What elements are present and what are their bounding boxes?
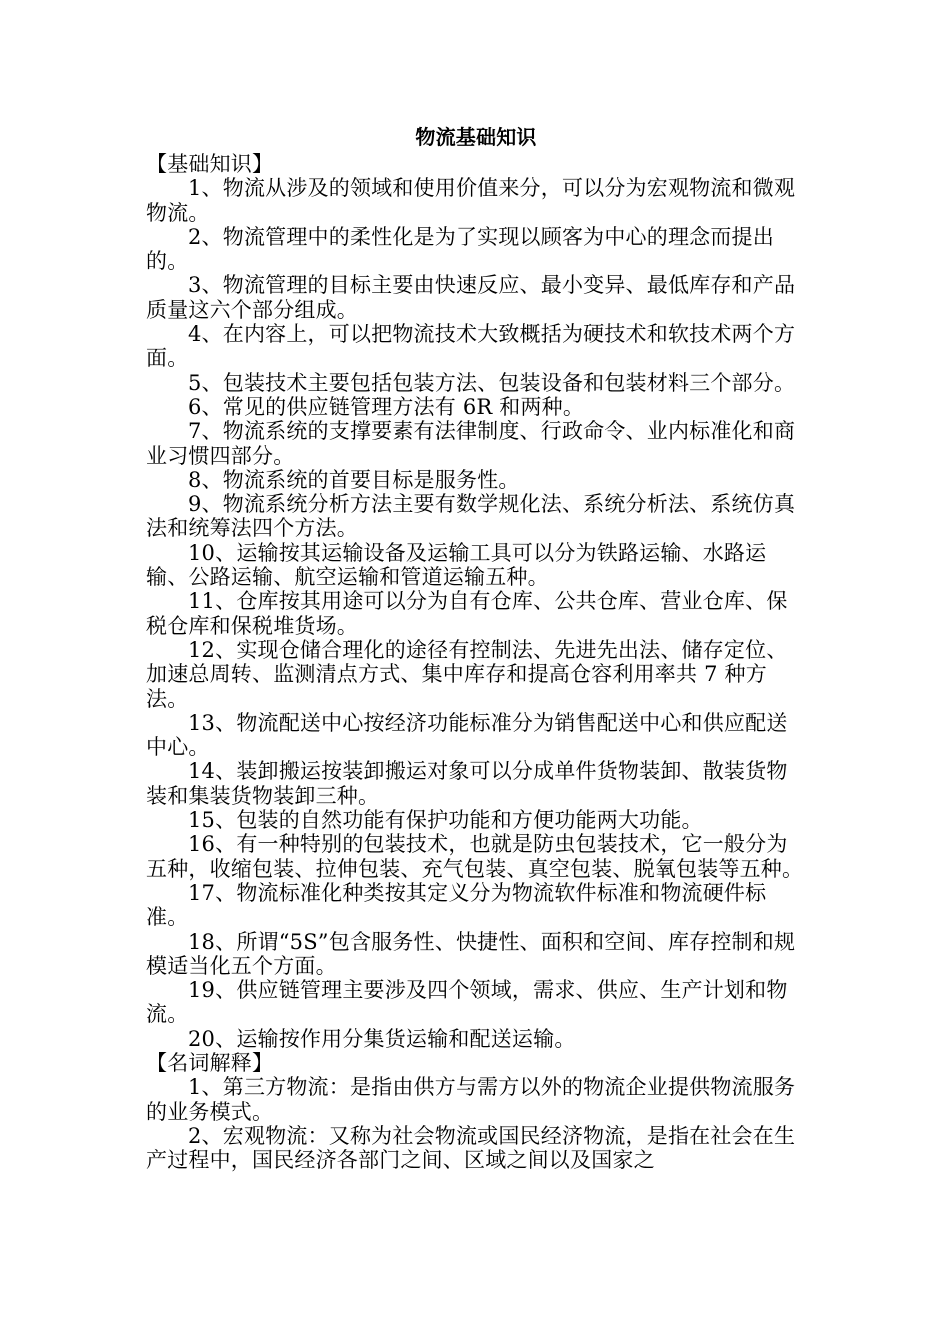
document-title: 物流基础知识 [415, 125, 537, 149]
paragraph-item: 6、常见的供应链管理方法有 6R 和两种。 [188, 394, 585, 419]
paragraph-item: 1、物流从涉及的领域和使用价值来分，可以分为宏观物流和微观物流。 [146, 176, 796, 225]
section-heading-terms: 【名词解释】 [146, 1050, 274, 1075]
paragraph-item: 19、供应链管理主要涉及四个领域，需求、供应、生产计划和物流。 [146, 978, 788, 1027]
paragraph-item: 9、物流系统分析方法主要有数学规化法、系统分析法、系统仿真法和统筹法四个方法。 [146, 492, 796, 541]
paragraph-item: 20、运输按作用分集货运输和配送运输。 [188, 1026, 576, 1051]
section-heading-basics: 【基础知识】 [146, 152, 274, 176]
paragraph-item: 12、实现仓储合理化的途径有控制法、先进先出法、储存定位、加速总周转、监测清点方式、集中库存和提高仓容利用率共 7 种方法。 [146, 637, 788, 711]
paragraph-item: 5、包装技术主要包括包装方法、包装设备和包装材料三个部分。 [188, 370, 796, 395]
paragraph-item: 18、所谓“5S”包含服务性、快捷性、面积和空间、库存控制和规模适当化五个方面。 [146, 929, 796, 978]
paragraph-item: 3、物流管理的目标主要由快速反应、最小变异、最低库存和产品质量这六个部分组成。 [146, 273, 796, 322]
document-body [146, 122, 806, 1172]
paragraph-item: 8、物流系统的首要目标是服务性。 [188, 467, 520, 492]
paragraph-item: 2、物流管理中的柔性化是为了实现以顾客为中心的理念而提出的。 [146, 224, 774, 274]
paragraph-item: 15、包装的自然功能有保护功能和方便功能两大功能。 [188, 808, 703, 833]
paragraph-item: 11、仓库按其用途可以分为自有仓库、公共仓库、营业仓库、保税仓库和保税堆货场。 [146, 589, 788, 638]
paragraph-item: 2、宏观物流：又称为社会物流或国民经济物流，是指在社会在生产过程中，国民经济各部门之间、区域之间以及国家之 [146, 1123, 796, 1173]
paragraph-item: 7、物流系统的支撑要素有法律制度、行政命令、业内标准化和商业习惯四部分。 [146, 419, 796, 468]
paragraph-item: 17、物流标准化种类按其定义分为物流软件标准和物流硬件标准。 [146, 880, 767, 930]
paragraph-item: 1、第三方物流：是指由供方与需方以外的物流企业提供物流服务的业务模式。 [146, 1075, 796, 1124]
paragraph-item: 16、有一种特别的包装技术，也就是防虫包装技术，它一般分为五种，收缩包装、拉伸包装、充气包装、真空包装、脱氧包装等五种。 [146, 832, 804, 881]
paragraph-item: 10、运输按其运输设备及运输工具可以分为铁路运输、水路运输、公路运输、航空运输和管道运输五种。 [146, 540, 767, 590]
paragraph-item: 14、装卸搬运按装卸搬运对象可以分成单件货物装卸、散装货物装和集装货物装卸三种。 [146, 759, 788, 808]
paragraph-item: 13、物流配送中心按经济功能标准分为销售配送中心和供应配送中心。 [146, 710, 788, 760]
paragraph-item: 4、在内容上，可以把物流技术大致概括为硬技术和软技术两个方面。 [146, 322, 796, 371]
